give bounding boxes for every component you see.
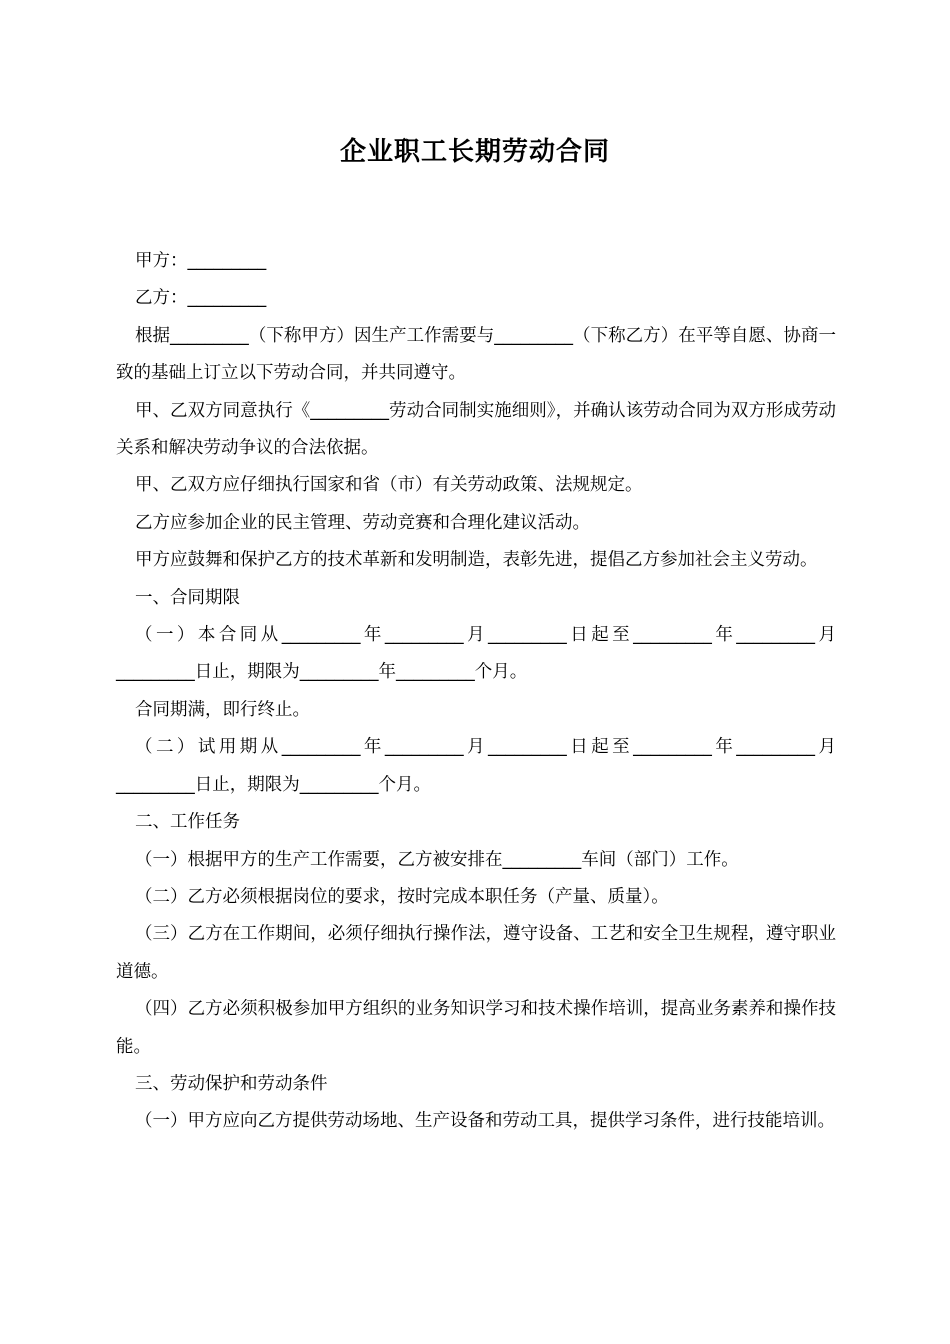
task-assignment-paragraph: （一）根据甲方的生产工作需要，乙方被安排在_________车间（部门）工作。 — [135, 849, 739, 870]
section-heading-tasks: 二、工作任务 — [135, 812, 240, 833]
party-a-line: 甲方：_________ — [135, 251, 267, 271]
regulation-paragraph: 甲、乙双方同意执行《_________劳动合同制实施细则》，并确认该劳动合同为双方形成劳动关系和解决劳动争议的合法依据。 — [116, 400, 836, 459]
section-heading-protection: 三、劳动保护和劳动条件 — [135, 1073, 328, 1094]
contract-term-paragraph: （一）本合同从_________年_________月_________日起至_________年_________月_________日止，期限为_________年_________个月。 — [116, 625, 836, 683]
party-b-line: 乙方：_________ — [135, 288, 267, 309]
document-title: 企业职工长期劳动合同 — [339, 137, 610, 167]
participation-paragraph: 乙方应参加企业的民主管理、劳动竞赛和合理化建议活动。 — [135, 512, 590, 533]
contract-expiry-paragraph: 合同期满，即行终止。 — [135, 699, 310, 720]
protection-facilities-paragraph: （一）甲方应向乙方提供劳动场地、生产设备和劳动工具，提供学习条件，进行技能培训。 — [135, 1111, 835, 1132]
probation-paragraph: （二）试用期从_________年_________月_________日起至_________年_________月_________日止，期限为_________个月。 — [116, 737, 836, 795]
task-training-paragraph: （四）乙方必须积极参加甲方组织的业务知识学习和技术操作培训，提高业务素养和操作技能。 — [116, 999, 836, 1057]
section-heading-term: 一、合同期限 — [135, 587, 240, 608]
task-rules-paragraph: （三）乙方在工作期间，必须仔细执行操作法，遵守设备、工艺和安全卫生规程，遵守职业道德。 — [116, 924, 836, 982]
policy-paragraph: 甲、乙双方应仔细执行国家和省（市）有关劳动政策、法规规定。 — [135, 475, 643, 496]
preamble-paragraph: 根据_________（下称甲方）因生产工作需要与_________（下称乙方）在平等自愿、协商一致的基础上订立以下劳动合同，并共同遵守。 — [116, 325, 836, 384]
task-quota-paragraph: （二）乙方必须根据岗位的要求，按时完成本职任务（产量、质量）。 — [135, 886, 669, 907]
innovation-paragraph: 甲方应鼓舞和保护乙方的技术革新和发明制造，表彰先进，提倡乙方参加社会主义劳动。 — [135, 550, 818, 571]
document-body — [116, 243, 836, 1141]
